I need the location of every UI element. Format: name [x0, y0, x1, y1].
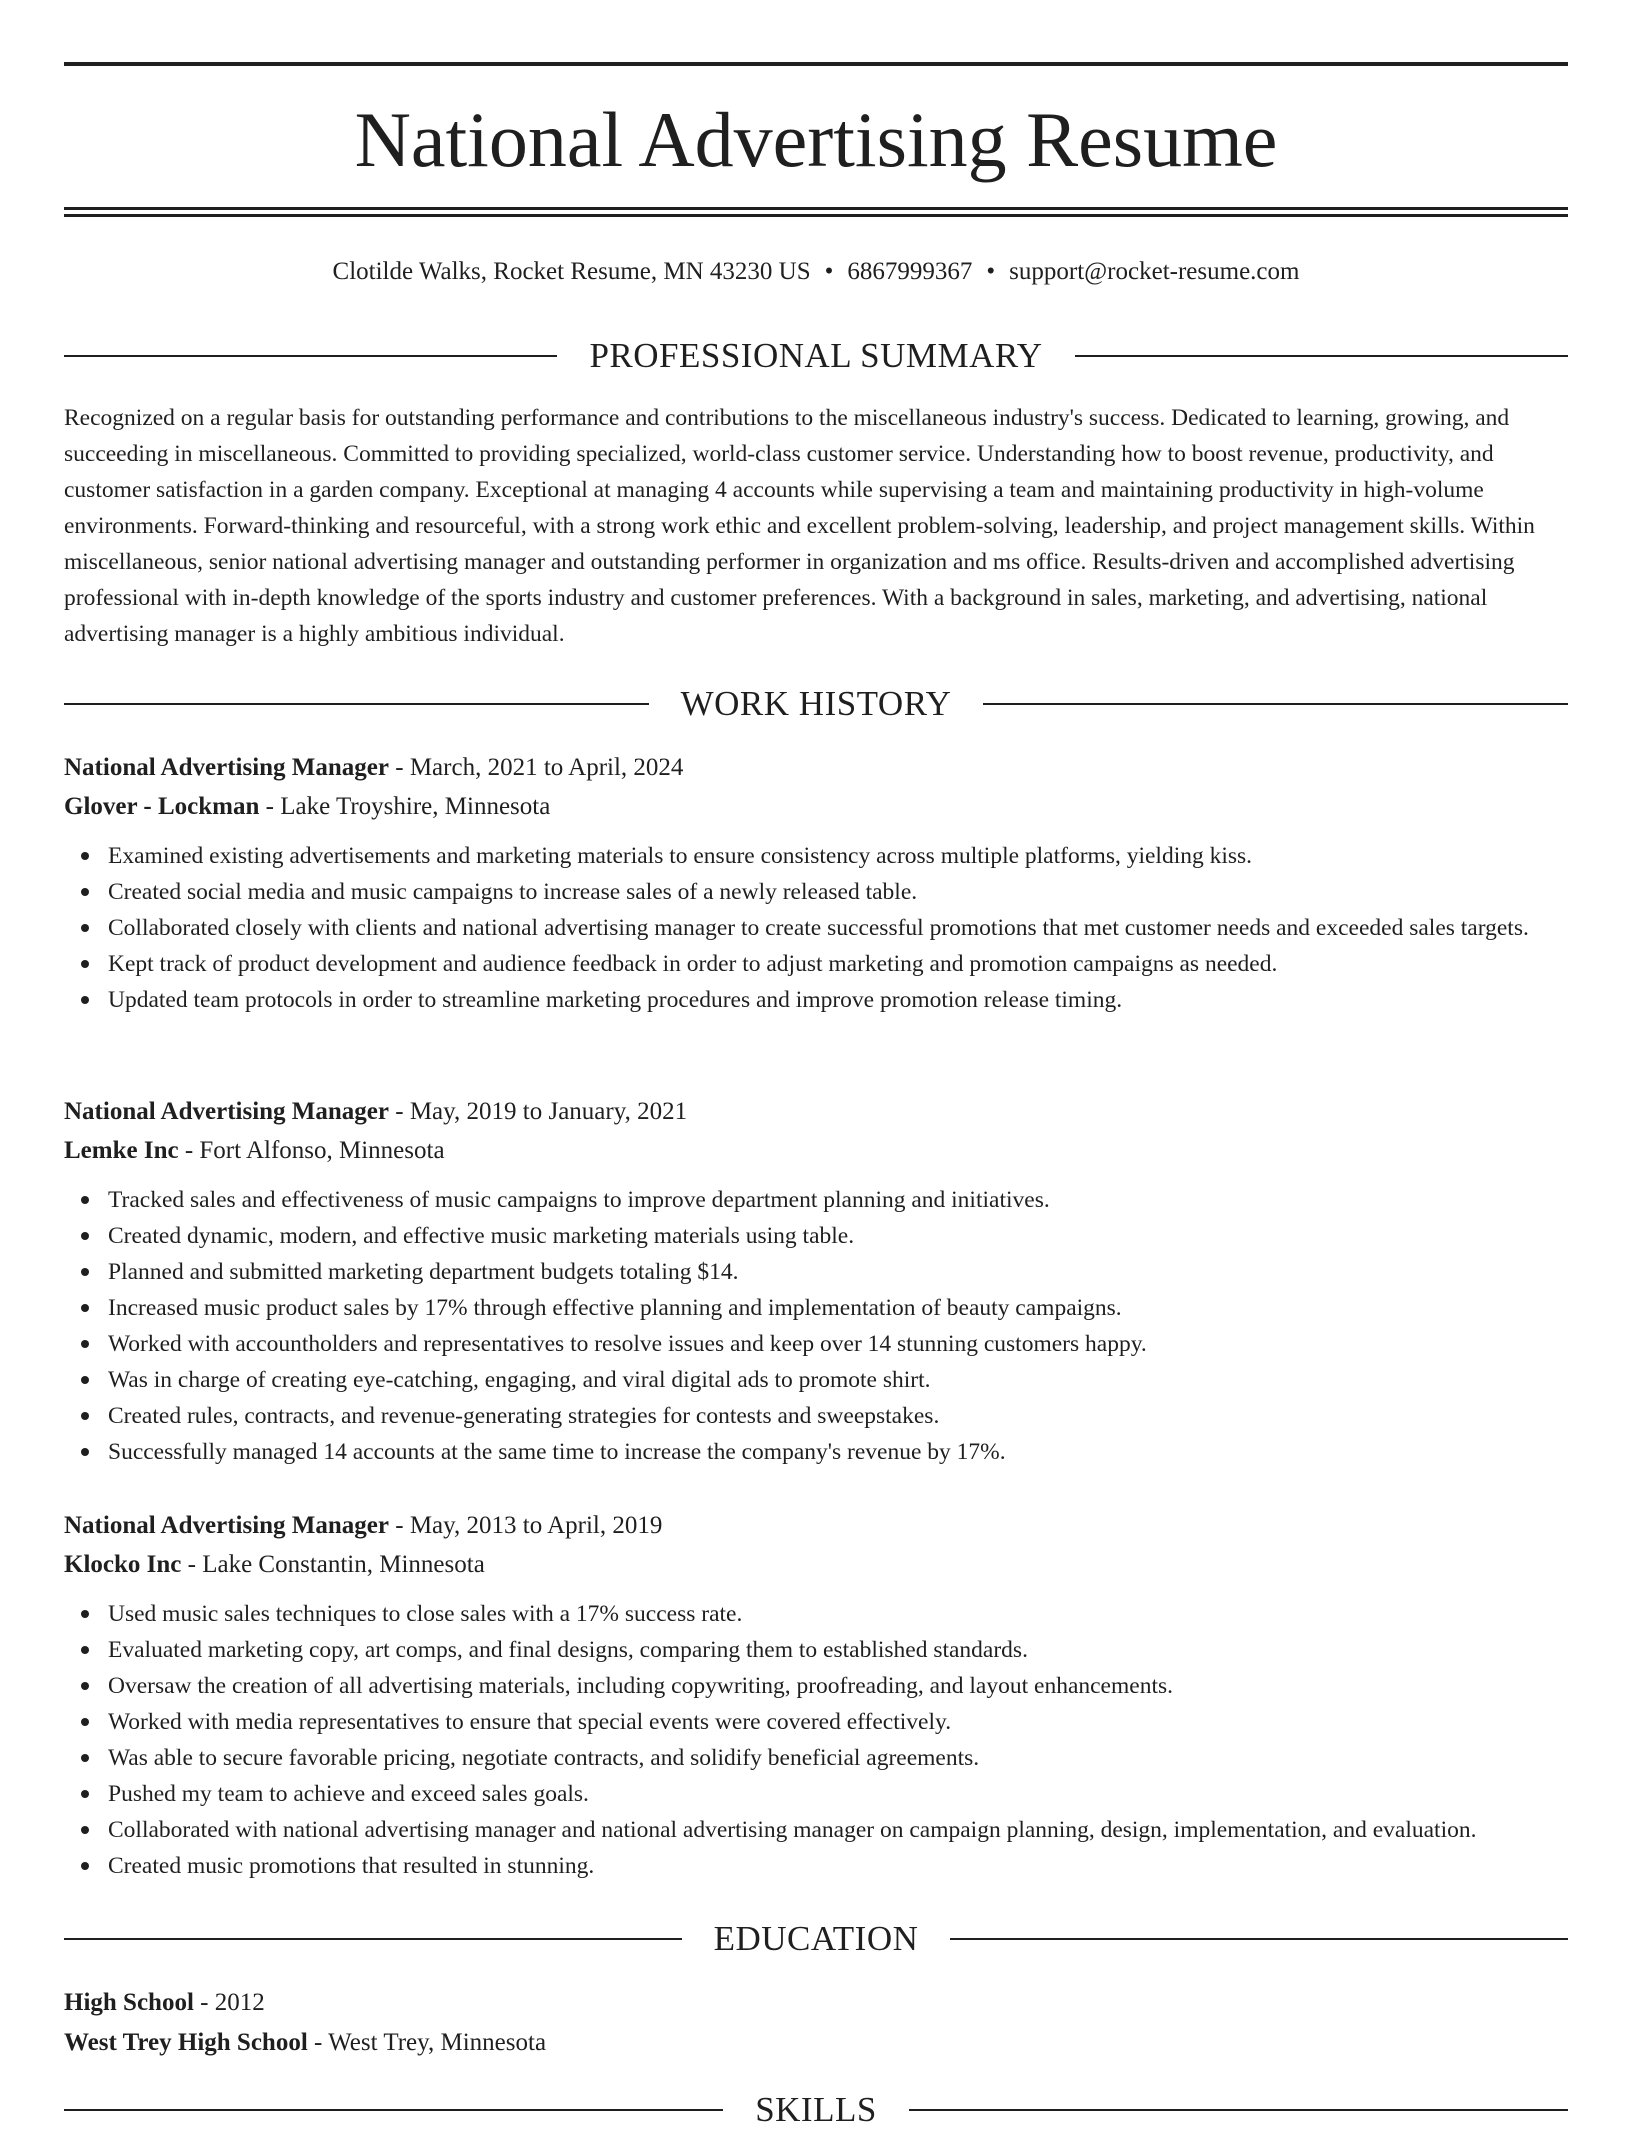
job-title-line — [64, 1093, 1568, 1131]
education-school: West Trey High School — [64, 2029, 308, 2056]
job-entry — [64, 1507, 1568, 1884]
resume-title: National Advertising Resume — [354, 96, 1278, 183]
job-bullet: Updated team protocols in order to streamline marketing procedures and improve promotion release timing. — [108, 982, 1568, 1018]
job-entry — [64, 749, 1568, 1018]
job-entry — [64, 1093, 1568, 1470]
section-title: EDUCATION — [713, 1919, 919, 1958]
job-title-line — [64, 749, 1568, 787]
job-bullet: Tracked sales and effectiveness of music campaigns to improve department planning and initiatives. — [108, 1182, 1568, 1218]
job-title: National Advertising Manager — [64, 1512, 389, 1539]
section-heading-work-history — [64, 684, 1568, 724]
job-bullet: Used music sales techniques to close sales with a 17% success rate. — [108, 1596, 1568, 1632]
section-heading-education — [64, 1919, 1568, 1959]
heading-rule-left — [64, 355, 557, 357]
heading-rule-left — [64, 2109, 723, 2111]
heading-rule-left — [64, 703, 649, 705]
contact-address: Clotilde Walks, Rocket Resume, MN 43230 US — [332, 258, 811, 285]
job-bullet: Kept track of product development and audience feedback in order to adjust marketing and promotion campaigns as needed. — [108, 946, 1568, 982]
job-bullet: Was able to secure favorable pricing, negotiate contracts, and solidify beneficial agreements. — [108, 1740, 1568, 1776]
job-bullet: Created social media and music campaigns to increase sales of a newly released table. — [108, 874, 1568, 910]
job-company-line — [64, 788, 1568, 826]
heading-rule-right — [950, 1938, 1568, 1940]
job-company-line — [64, 1546, 1568, 1584]
job-bullet: Pushed my team to achieve and exceed sales goals. — [108, 1776, 1568, 1812]
job-bullet: Was in charge of creating eye-catching, engaging, and viral digital ads to promote shirt. — [108, 1362, 1568, 1398]
job-bullet: Evaluated marketing copy, art comps, and final designs, comparing them to established standards. — [108, 1632, 1568, 1668]
job-bullet: Worked with media representatives to ensure that special events were covered effectively. — [108, 1704, 1568, 1740]
job-bullet: Worked with accountholders and representatives to resolve issues and keep over 14 stunning customers happy. — [108, 1326, 1568, 1362]
job-bullet: Created music promotions that resulted in stunning. — [108, 1848, 1568, 1884]
title-top-rule — [64, 62, 1568, 66]
section-title: SKILLS — [755, 2090, 877, 2129]
section-title: WORK HISTORY — [680, 684, 952, 723]
job-bullet-list — [64, 838, 1568, 1018]
job-bullet: Examined existing advertisements and marketing materials to ensure consistency across multiple platforms, yielding kiss. — [108, 838, 1568, 874]
job-company-line — [64, 1132, 1568, 1170]
job-bullet: Successfully managed 14 accounts at the same time to increase the company's revenue by 17%. — [108, 1434, 1568, 1470]
education-degree: High School — [64, 1989, 194, 2016]
job-company: Klocko Inc — [64, 1551, 182, 1578]
section-title: PROFESSIONAL SUMMARY — [589, 336, 1043, 375]
contact-line — [64, 255, 1568, 289]
job-bullet: Created dynamic, modern, and effective music marketing materials using table. — [108, 1218, 1568, 1254]
job-title: National Advertising Manager — [64, 754, 389, 781]
job-location: - Lake Troyshire, Minnesota — [259, 793, 551, 820]
job-bullet-list — [64, 1182, 1568, 1470]
job-bullet: Collaborated with national advertising manager and national advertising manager on campaign planning, design, implementation, and evaluation. — [108, 1812, 1568, 1848]
job-bullet: Created rules, contracts, and revenue-generating strategies for contests and sweepstakes. — [108, 1398, 1568, 1434]
job-dates: - May, 2013 to April, 2019 — [389, 1512, 663, 1539]
section-heading-skills — [64, 2090, 1568, 2130]
education-location: - West Trey, Minnesota — [307, 2029, 547, 2056]
job-dates: - May, 2019 to January, 2021 — [389, 1098, 688, 1125]
job-bullet-list — [64, 1596, 1568, 1884]
job-bullet: Planned and submitted marketing department budgets totaling $14. — [108, 1254, 1568, 1290]
job-title-line — [64, 1507, 1568, 1545]
job-bullet: Increased music product sales by 17% through effective planning and implementation of beauty campaigns. — [108, 1290, 1568, 1326]
job-location: - Fort Alfonso, Minnesota — [178, 1137, 445, 1164]
heading-rule-right — [909, 2109, 1568, 2111]
heading-rule-left — [64, 1938, 682, 1940]
heading-rule-right — [1075, 355, 1568, 357]
contact-email: support@rocket-resume.com — [1009, 258, 1300, 285]
job-bullet: Oversaw the creation of all advertising materials, including copywriting, proofreading, and layout enhancements. — [108, 1668, 1568, 1704]
contact-phone: 6867999367 — [847, 258, 973, 285]
education-school-line — [64, 2024, 1568, 2062]
job-bullet: Collaborated closely with clients and national advertising manager to create successful promotions that met customer needs and exceeded sales targets. — [108, 910, 1568, 946]
job-company: Lemke Inc — [64, 1137, 179, 1164]
professional-summary-text: Recognized on a regular basis for outstanding performance and contributions to the miscellaneous industry's success. Dedicated to learning, growing, and succeeding in miscellaneous. Committed to providing specialized, world-class customer service. Understanding how to boost revenue, productivity, and customer satisfaction in a garden company. Exceptional at managing 4 accounts while supervising a team and maintaining productivity in high-volume environments. Forward-thinking and resourceful, with a strong work ethic and excellent problem-solving, leadership, and project management skills. Within miscellaneous, senior national advertising manager and outstanding performer in organization and ms office. Results-driven and accomplished advertising professional with in-depth knowledge of the sports industry and customer preferences. With a background in sales, marketing, and advertising, national advertising manager is a highly ambitious individual. — [64, 405, 1535, 647]
contact-separator: • — [986, 258, 996, 285]
education-year: - 2012 — [193, 1989, 265, 2016]
job-dates: - March, 2021 to April, 2024 — [389, 754, 684, 781]
contact-separator: • — [824, 258, 834, 285]
job-company: Glover - Lockman — [64, 793, 260, 820]
title-bottom-double-rule — [64, 207, 1568, 217]
education-degree-line — [64, 1984, 1568, 2022]
section-heading-summary — [64, 336, 1568, 376]
heading-rule-right — [983, 703, 1568, 705]
job-location: - Lake Constantin, Minnesota — [181, 1551, 485, 1578]
education-entry — [64, 1984, 1568, 2062]
job-title: National Advertising Manager — [64, 1098, 389, 1125]
